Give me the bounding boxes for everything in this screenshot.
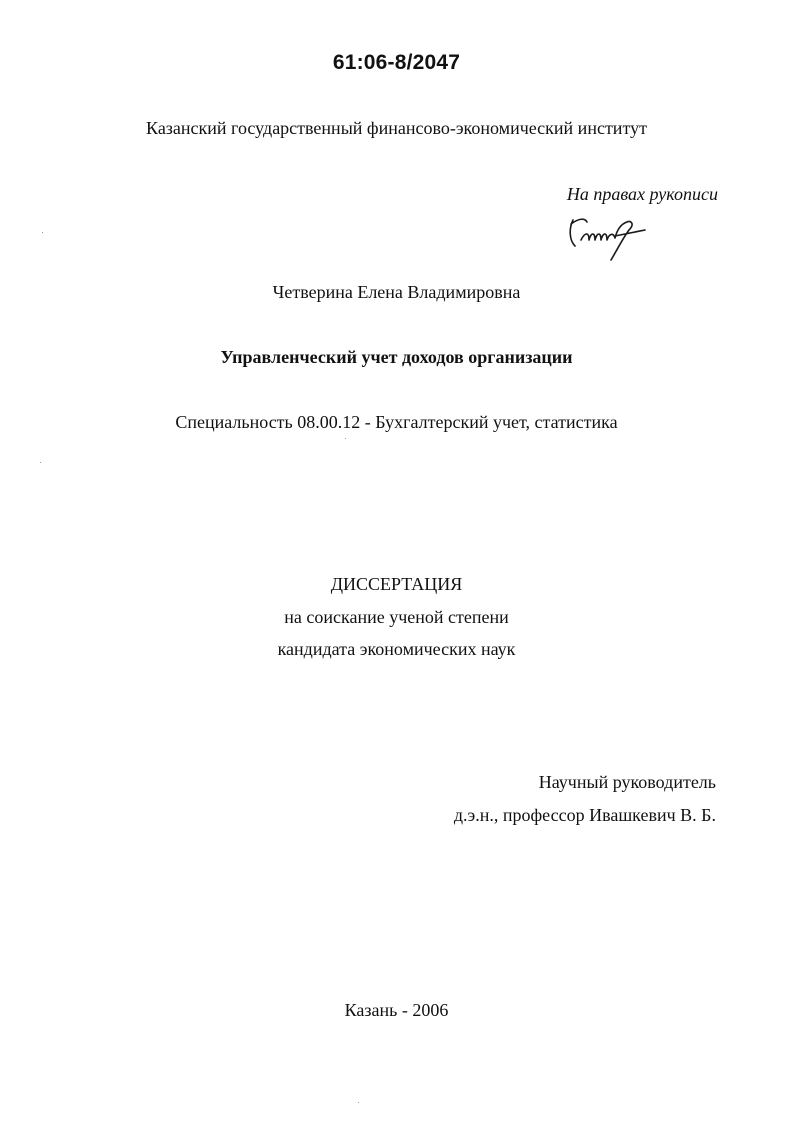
manuscript-rights-note: На правах рукописи (566, 184, 718, 204)
work-type: ДИССЕРТАЦИЯ (330, 574, 463, 594)
scan-speck (345, 438, 346, 439)
scan-speck (40, 462, 41, 463)
author-name: Четверина Елена Владимировна (272, 282, 521, 302)
scan-speck (42, 232, 43, 233)
catalog-number: 61:06-8/2047 (332, 51, 461, 74)
dissertation-title: Управленческий учет доходов организации (220, 347, 573, 367)
city-year: Казань - 2006 (344, 1000, 449, 1020)
purpose-line-2: кандидата экономических наук (277, 639, 516, 659)
handwritten-signature (565, 210, 655, 262)
advisor-name: д.э.н., профессор Ивашкевич В. Б. (453, 805, 716, 825)
specialty-line: Специальность 08.00.12 - Бухгалтерский учет, статистика (175, 412, 618, 432)
purpose-line-1: на соискание ученой степени (284, 607, 509, 627)
advisor-label: Научный руководитель (538, 772, 716, 792)
institution-name: Казанский государственный финансово-экономический институт (146, 118, 647, 138)
scan-speck (358, 1102, 359, 1103)
